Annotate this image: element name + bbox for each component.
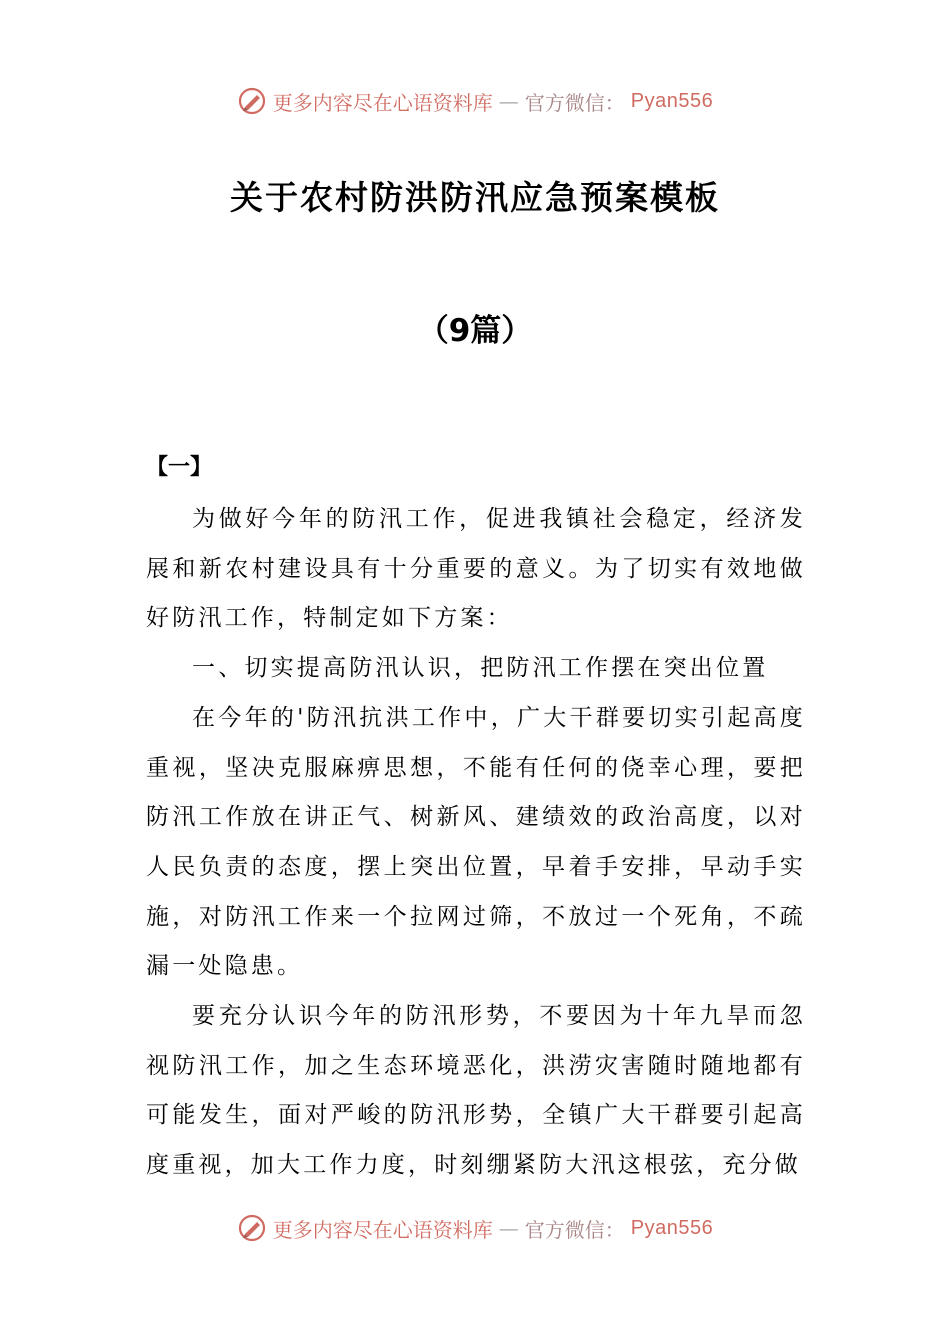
body-paragraph-intro: 为做好今年的防汛工作，促进我镇社会稳定，经济发展和新农村建设具有十分重要的意义。为了切实有效地做好防汛工作，特制定如下方案： [146,506,806,632]
watermark-header [0,86,950,116]
watermark-contact-label: 官方微信： [524,1217,625,1242]
watermark-contact-label: 官方微信： [524,90,625,115]
pen-circle-icon [237,1213,267,1243]
body-paragraph-situation: 要充分认识今年的防汛形势，不要因为十年九旱而忽视防汛工作，加之生态环境恶化，洪涝灾害随时随地都有可能发生，面对严峻的防汛形势，全镇广大干群要引起高度重视，加大工作力度，时刻绷紧防大汛这根弦，充分做 [146,1003,806,1179]
watermark-separator: — [498,89,519,113]
section-marker: 【一】 [146,455,213,480]
pen-circle-icon [237,86,267,116]
document-title: 关于农村防洪防汛应急预案模板 [230,178,720,217]
watermark-contact-id: Pyan556 [630,1216,714,1239]
body-heading-one: 一、切实提高防汛认识，把防汛工作摆在突出位置 [192,655,769,682]
watermark-separator: — [498,1216,519,1240]
watermark-footer [0,1213,950,1243]
body-paragraph-awareness: 在今年的'防汛抗洪工作中，广大干群要切实引起高度重视，坚决克服麻痹思想，不能有任何的侥幸心理，要把防汛工作放在讲正气、树新风、建绩效的政治高度，以对人民负责的态度，摆上突出位置，早着手安排，早动手实施，对防汛工作来一个拉网过筛，不放过一个死角，不疏漏一处隐患。 [146,704,806,980]
watermark-brand: 更多内容尽在心语资料库 [272,1217,493,1242]
document-body [146,495,806,1191]
watermark-brand: 更多内容尽在心语资料库 [272,90,493,115]
watermark-contact-id: Pyan556 [630,89,714,112]
document-subtitle: （9篇） [417,313,533,349]
